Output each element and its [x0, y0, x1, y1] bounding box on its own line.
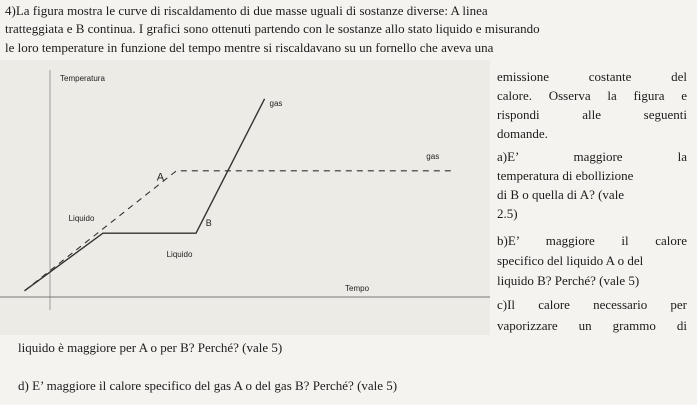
side-line-2: calore. Osserva la figura e	[497, 88, 687, 103]
question-b-line-2: specifico del liquido A o del	[497, 253, 644, 268]
annotation-b: B	[205, 218, 212, 228]
annotation-liquido-b: Liquido	[68, 214, 95, 224]
y-axis-label: Temperatura	[60, 74, 105, 83]
question-c-line-2: vaporizzare un grammo di	[497, 318, 687, 333]
chart-background	[0, 60, 490, 335]
annotation-gas-b: gas	[269, 99, 283, 108]
heating-curves-chart	[0, 60, 490, 335]
annotation-a: A	[156, 171, 165, 184]
x-axis-label: Tempo	[345, 284, 370, 293]
side-line-3: rispondi alle seguenti	[497, 107, 687, 122]
side-line-4: domande.	[497, 126, 548, 141]
intro-line-2: tratteggiata e B continua. I grafici sono ottenuti partendo con le sostanze allo stato liquido e misurando	[5, 21, 540, 36]
intro-line-3: le loro temperature in funzione del tempo mentre si riscaldavano su un fornello che aveva una	[5, 40, 494, 55]
annotation-liquido-a: Liquido	[166, 250, 193, 260]
question-a-line-2: temperatura di ebollizione	[497, 168, 634, 183]
question-a-line-4: 2.5)	[497, 206, 518, 221]
intro-line-1: 4)La figura mostra le curve di riscaldamento di due masse uguali di sostanze diverse: A linea	[5, 3, 488, 18]
side-line-1: emissione costante del	[497, 69, 687, 84]
annotation-gas-a: gas	[426, 151, 440, 161]
question-c-line-3: liquido è maggiore per A o per B? Perché? (vale 5)	[18, 340, 283, 355]
question-a-line-3: di B o quella di A? (vale	[497, 187, 625, 202]
question-d: d) E’ maggiore il calore specifico del gas A o del gas B? Perché? (vale 5)	[18, 378, 398, 393]
question-b-line-3: liquido B? Perché? (vale 5)	[497, 273, 640, 288]
question-a-line-1: a)E’ maggiore la	[497, 149, 687, 164]
question-b-line-1: b)E’ maggiore il calore	[497, 233, 687, 248]
question-c-line-1: c)Il calore necessario per	[497, 297, 687, 312]
